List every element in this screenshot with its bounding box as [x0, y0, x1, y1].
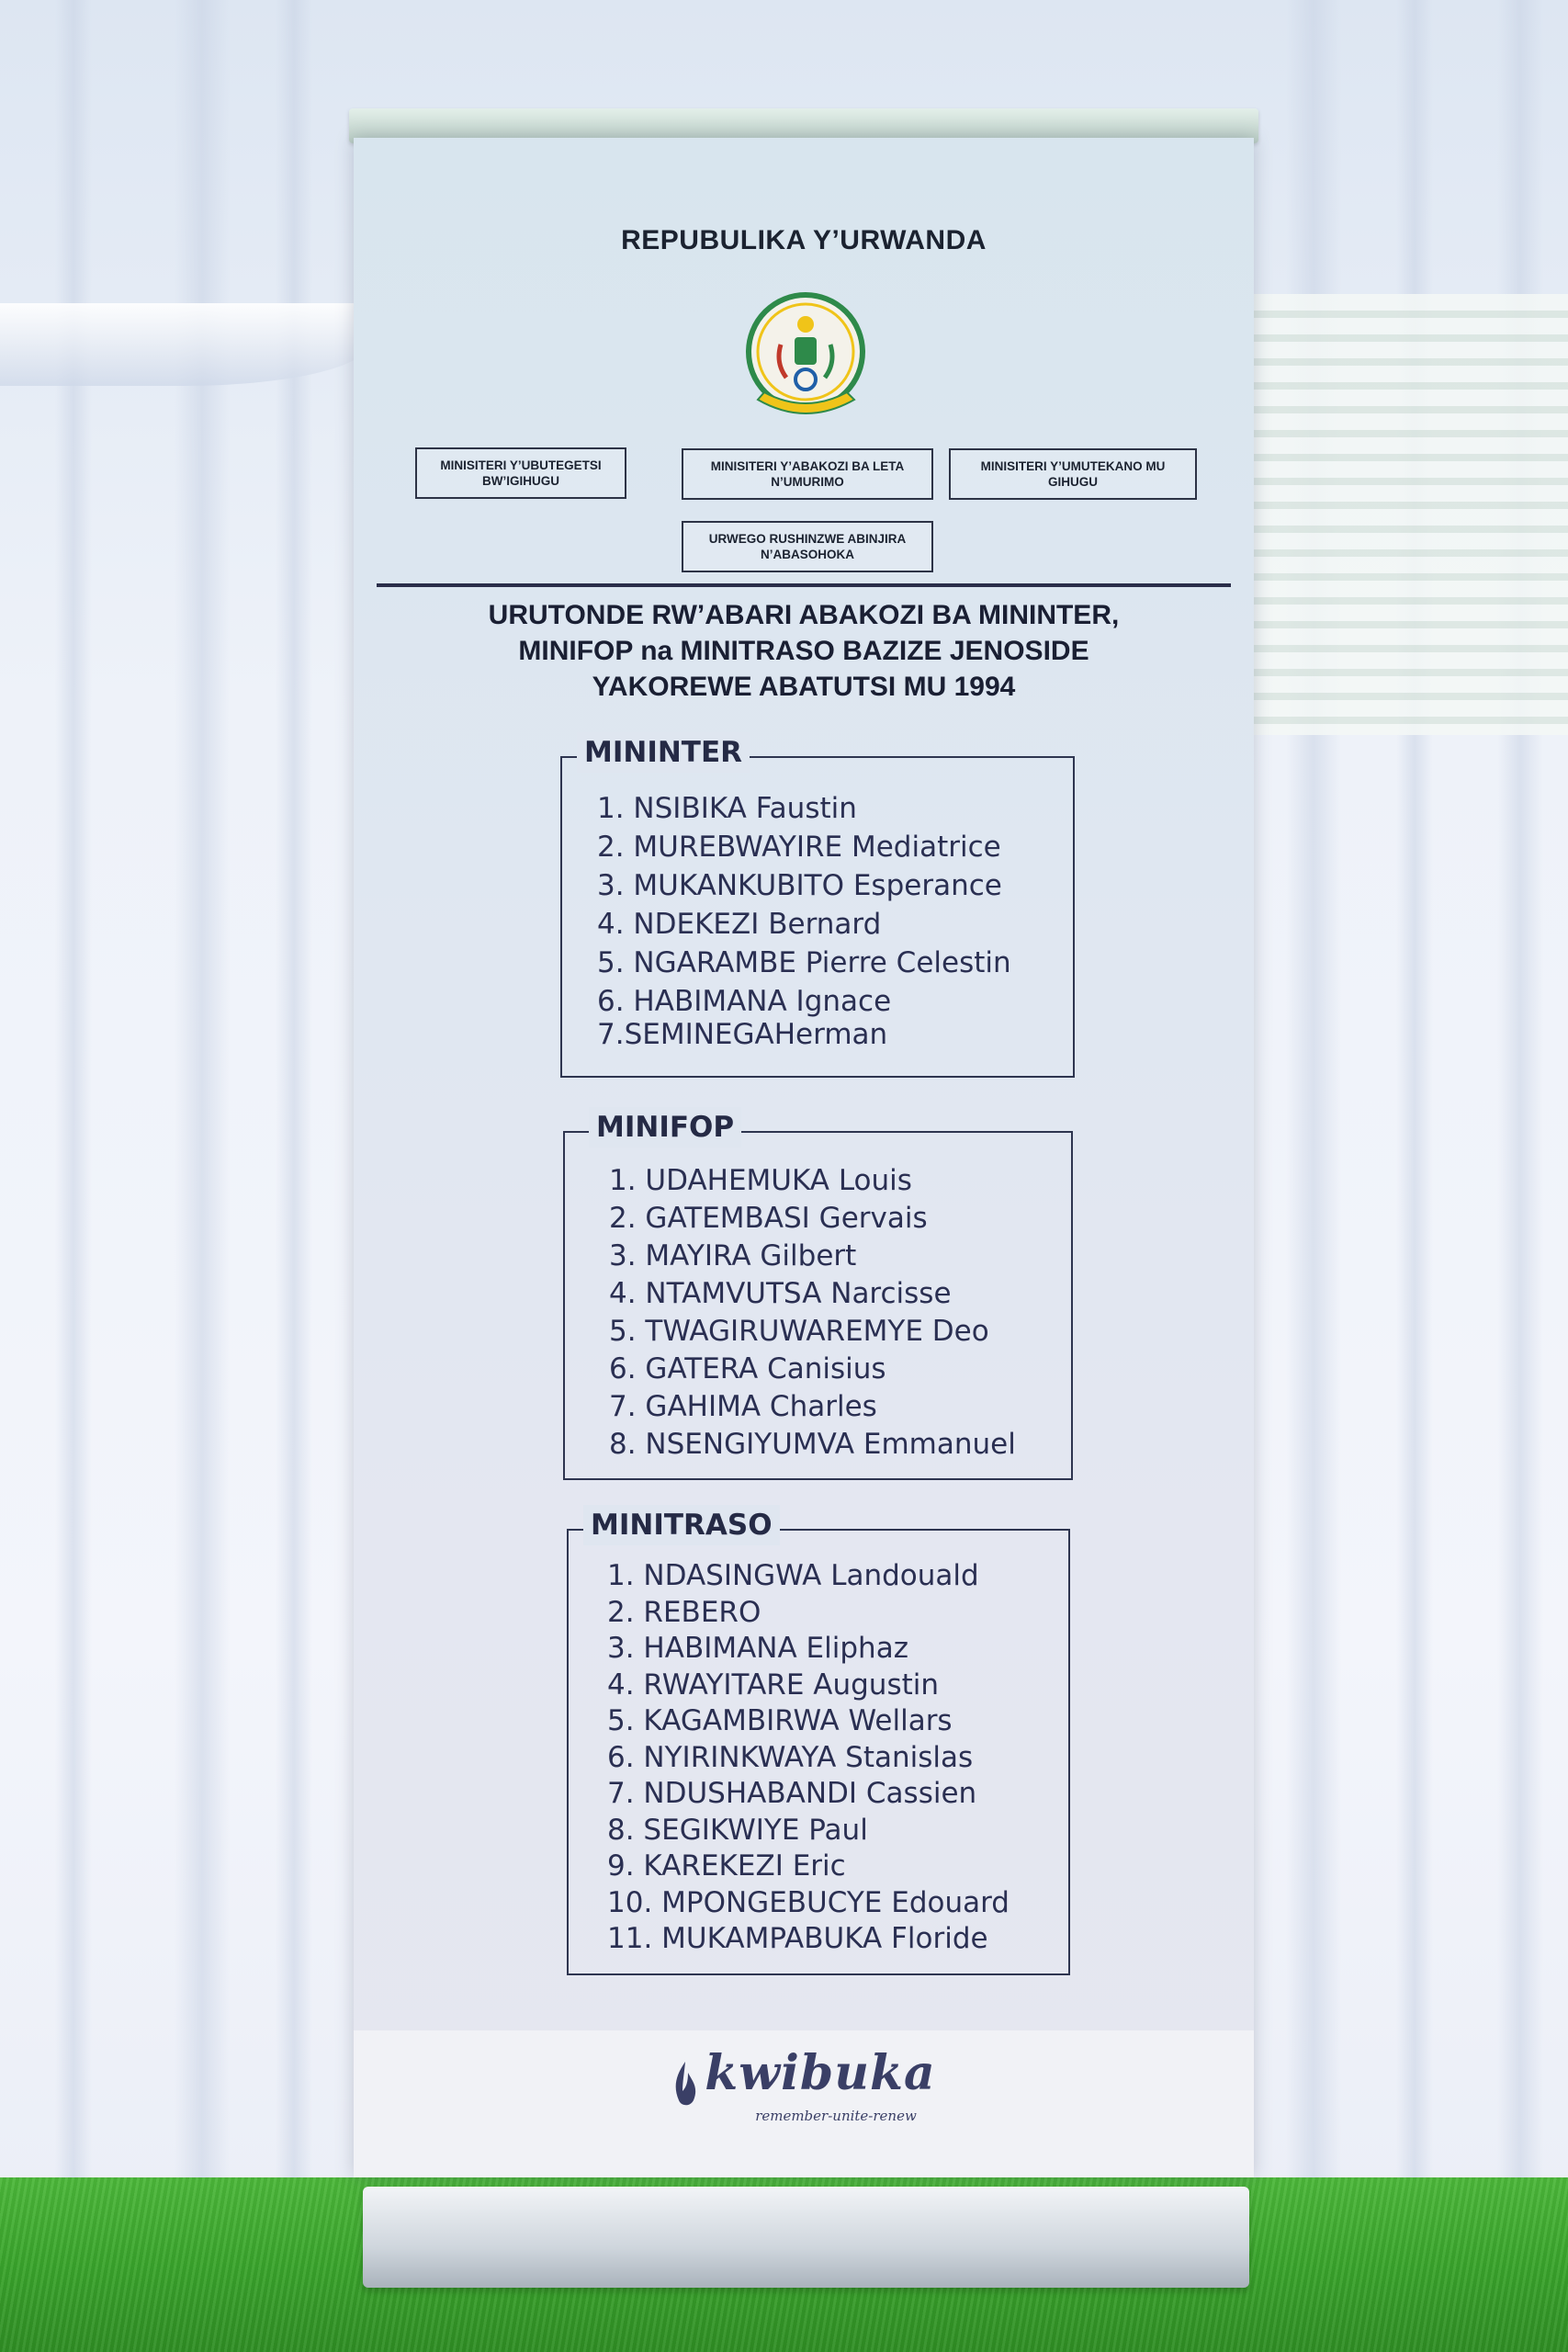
- ministry-box-immigration: URWEGO RUSHINZWE ABINJIRA N’ABASOHOKA: [682, 521, 933, 572]
- kwibuka-tagline: remember-unite-renew: [755, 2108, 917, 2124]
- minitraso-list-box: [567, 1509, 1070, 1975]
- list-item: 2. REBERO: [607, 1595, 761, 1629]
- ministry-box-local-government: MINISITERI Y’UBUTEGETSI BW’IGIHUGU: [415, 447, 626, 499]
- headline-line-3: YAKOREWE ABATUTSI MU 1994: [592, 672, 1016, 702]
- list-item: 4. NTAMVUTSA Narcisse: [609, 1277, 952, 1310]
- list-item: 1. UDAHEMUKA Louis: [609, 1164, 912, 1197]
- list-item: 1. NSIBIKA Faustin: [597, 792, 857, 825]
- divider-line: [377, 583, 1231, 587]
- minifop-list-box: [563, 1111, 1073, 1480]
- list-item: 2. MUREBWAYIRE Mediatrice: [597, 831, 1001, 864]
- list-item: 7. GAHIMA Charles: [609, 1390, 877, 1423]
- list-item: 6. HABIMANA Ignace: [597, 985, 892, 1018]
- mininter-title: MININTER: [577, 732, 750, 773]
- minitraso-title: MINITRASO: [583, 1505, 780, 1545]
- list-item: 3. MUKANKUBITO Esperance: [597, 869, 1002, 902]
- list-item: 2. GATEMBASI Gervais: [609, 1202, 928, 1235]
- list-item: 7. NDUSHABANDI Cassien: [607, 1777, 977, 1810]
- mininter-list-box: [560, 736, 1075, 1078]
- list-item: 11. MUKAMPABUKA Floride: [607, 1922, 988, 1955]
- banner-footer: [354, 2030, 1254, 2177]
- rollup-banner: [354, 138, 1254, 2177]
- kwibuka-logo: [354, 2045, 1254, 2124]
- list-item: 3. MAYIRA Gilbert: [609, 1239, 857, 1272]
- list-item: 1. NDASINGWA Landouald: [607, 1559, 979, 1592]
- republic-title: REPUBULIKA Y’URWANDA: [621, 225, 987, 255]
- headline-line-1: URUTONDE RW’ABARI ABAKOZI BA MININTER,: [488, 600, 1120, 630]
- drape-swag-right: [1240, 294, 1568, 735]
- list-item: 6. GATERA Canisius: [609, 1352, 886, 1385]
- kwibuka-wordmark: kwibuka: [705, 2045, 936, 2102]
- list-item: 5. KAGAMBIRWA Wellars: [607, 1704, 953, 1737]
- list-item: 5. NGARAMBE Pierre Celestin: [597, 946, 1011, 979]
- ministry-box-internal-security: MINISITERI Y’UMUTEKANO MU GIHUGU: [949, 448, 1197, 500]
- headline: [390, 597, 1217, 705]
- list-item: 8. NSENGIYUMVA Emmanuel: [609, 1428, 1016, 1461]
- list-item: 3. HABIMANA Eliphaz: [607, 1632, 908, 1665]
- list-item: 7.SEMINEGAHerman: [597, 1018, 888, 1051]
- list-item: 10. MPONGEBUCYE Edouard: [607, 1885, 1010, 1919]
- drape-swag-left: [0, 303, 367, 386]
- minifop-title: MINIFOP: [589, 1107, 741, 1148]
- list-item: 5. TWAGIRUWAREMYE Deo: [609, 1315, 989, 1348]
- list-item: 4. RWAYITARE Augustin: [607, 1668, 940, 1702]
- headline-line-2: MINIFOP na MINITRASO BAZIZE JENOSIDE: [518, 636, 1089, 666]
- list-item: 4. NDEKEZI Bernard: [597, 908, 882, 941]
- list-item: 6. NYIRINKWAYA Stanislas: [607, 1740, 974, 1774]
- ministry-box-public-service: MINISITERI Y’ABAKOZI BA LETA N’UMURIMO: [682, 448, 933, 500]
- banner-stand-base: [363, 2187, 1249, 2288]
- list-item: 9. KAREKEZI Eric: [607, 1849, 846, 1883]
- flame-icon: [671, 2060, 699, 2111]
- rwanda-coat-of-arms-icon: [744, 289, 868, 423]
- list-item: 8. SEGIKWIYE Paul: [607, 1813, 868, 1847]
